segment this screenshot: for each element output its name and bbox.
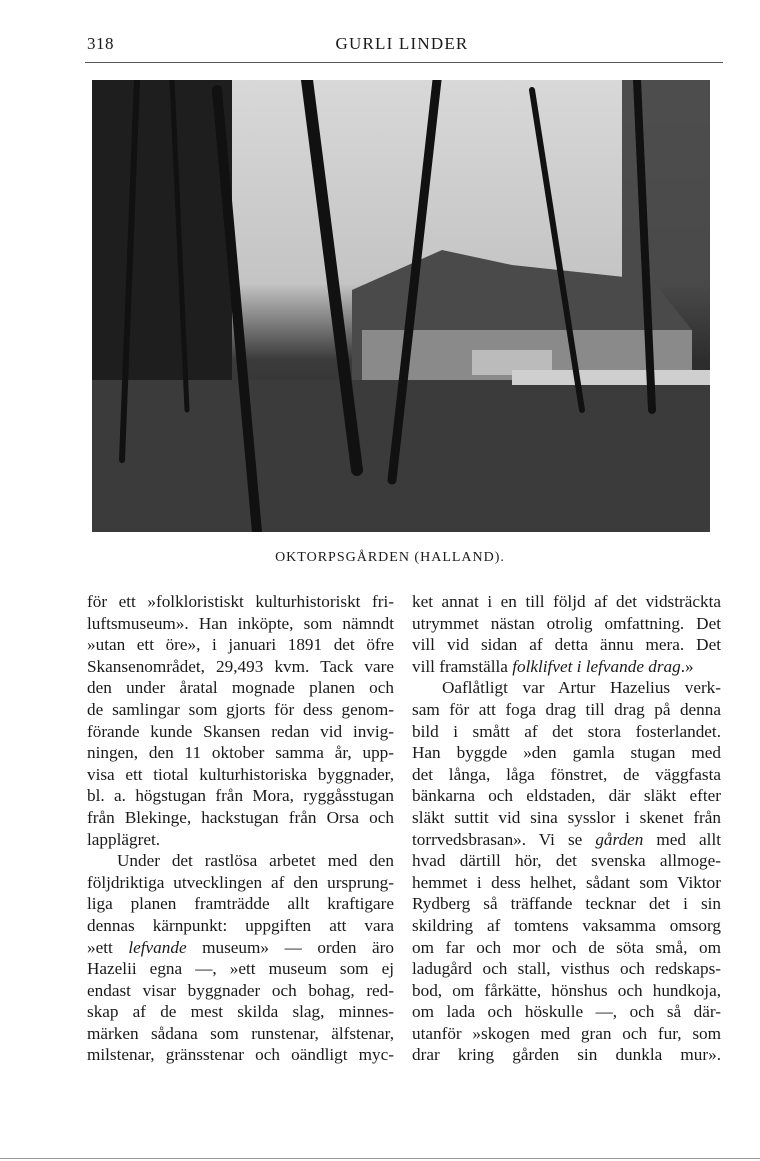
text-line	[87, 613, 394, 635]
text-line	[87, 1023, 394, 1045]
text-line	[412, 958, 721, 980]
text-segment: vill framställa	[412, 656, 513, 676]
text-line	[412, 1001, 721, 1023]
text-line	[412, 699, 721, 721]
text-line	[87, 1001, 394, 1023]
text-segment: ningen, den 11 oktober samma år, upp-	[87, 743, 394, 763]
figure-caption: OKTORPSGÅRDEN (HALLAND).	[275, 550, 505, 565]
text-segment: Hazelii egna —, »ett museum som ej	[87, 959, 394, 979]
text-line	[412, 850, 721, 872]
text-line	[412, 742, 721, 764]
text-line	[87, 591, 394, 613]
running-head: GURLI LINDER	[335, 34, 469, 53]
text-segment: med allt	[643, 829, 721, 849]
text-segment: bänkarna och eldstaden, där släkt efter	[412, 786, 721, 806]
text-line	[412, 893, 721, 915]
page-edge	[0, 1158, 760, 1159]
text-segment: ket annat i en till följd af det vidsträckta	[412, 592, 721, 611]
text-line	[412, 656, 721, 678]
text-line	[87, 937, 394, 959]
text-line	[87, 634, 394, 656]
text-segment: den under åratal mognade planen och	[87, 678, 394, 698]
text-line	[87, 785, 394, 807]
text-segment: Rydberg så träffande tecknar det i sin	[412, 894, 721, 914]
text-segment: Under det rastlösa arbetet med den	[117, 851, 394, 871]
text-segment: drar kring gården sin dunkla mur».	[412, 1045, 721, 1065]
text-segment: märken sådana som runstenar, älfstenar,	[87, 1023, 394, 1043]
text-line	[412, 807, 721, 829]
text-line	[87, 850, 394, 872]
text-line	[412, 764, 721, 786]
text-segment: om lada och höskulle —, och så där-	[412, 1002, 721, 1022]
text-line	[87, 980, 394, 1002]
text-line	[412, 613, 721, 635]
text-segment: skildring af tomtens vaksamma omsorg	[412, 915, 721, 935]
text-line	[412, 829, 721, 851]
text-segment: för ett »folkloristiskt kulturhistoriskt fri-	[87, 592, 394, 611]
text-segment: skap af de mest skilda slag, minnes-	[87, 1002, 394, 1022]
text-line	[412, 1044, 721, 1066]
photograph-farmstead	[92, 80, 710, 532]
italic-text: lefvande	[128, 937, 187, 957]
text-segment: visa ett tiotal kulturhistoriska byggnader,	[87, 764, 394, 784]
text-line	[87, 915, 394, 937]
text-column-left	[87, 591, 394, 1066]
text-segment: förande kunde Skansen redan vid invig-	[87, 721, 394, 741]
text-line	[412, 915, 721, 937]
text-segment: dennas kärnpunkt: uppgiften att vara	[87, 915, 394, 935]
text-segment: vill vid sidan af detta ännu mera. Det	[412, 635, 721, 655]
text-segment: utanför »skogen med gran och fur, som	[412, 1023, 721, 1043]
text-line	[87, 721, 394, 743]
text-segment: sam för att foga drag till drag på denna	[412, 699, 721, 719]
text-line	[87, 656, 394, 678]
text-line	[87, 764, 394, 786]
italic-text: folklifvet i lefvande drag	[512, 656, 681, 676]
text-line	[412, 785, 721, 807]
page-number: 318	[87, 34, 114, 53]
text-segment: hemmet i dess helhet, sådant som Viktor	[412, 872, 721, 892]
text-segment: liga planen framträdde allt kraftigare	[87, 894, 394, 914]
text-column-right	[412, 591, 721, 1066]
header-rule	[85, 62, 723, 63]
text-line	[87, 958, 394, 980]
text-segment: följdriktiga utvecklingen af den ursprung-	[87, 872, 394, 892]
text-line	[87, 807, 394, 829]
text-line	[412, 980, 721, 1002]
italic-text: gården	[595, 829, 644, 849]
text-segment: de samlingar som gjorts för dess genom-	[87, 699, 394, 719]
text-line	[412, 872, 721, 894]
text-segment: utrymmet nästan otrolig omfattning. Det	[412, 613, 721, 633]
text-line	[412, 634, 721, 656]
text-line	[87, 1044, 394, 1066]
text-line	[87, 829, 394, 851]
text-segment: bl. a. högstugan från Mora, ryggåsstugan	[87, 786, 394, 806]
text-segment: bild i smått af det stora fosterlandet.	[412, 721, 721, 741]
text-segment: Oaflåtligt var Artur Hazelius verk-	[442, 678, 721, 698]
text-line	[412, 677, 721, 699]
text-segment: från Blekinge, hackstugan från Orsa och	[87, 807, 394, 827]
text-line	[87, 699, 394, 721]
text-segment: det långa, låga fönstret, de väggfasta	[412, 764, 721, 784]
text-segment: torrvedsbrasan». Vi se	[412, 829, 596, 849]
text-segment: lapplägret.	[87, 829, 161, 849]
text-segment: Skansenområdet, 29,493 kvm. Tack vare	[87, 656, 394, 676]
text-segment: bod, om fårkätte, hönshus och hundkoja,	[412, 980, 721, 1000]
text-line	[412, 721, 721, 743]
text-line	[412, 937, 721, 959]
text-line	[87, 872, 394, 894]
text-segment: släkt suttit vid sina sysslor i skenet från	[412, 807, 721, 827]
text-segment: hvad därtill hör, det svenska allmoge-	[412, 851, 721, 871]
text-line	[87, 677, 394, 699]
text-segment: .»	[680, 656, 694, 676]
text-segment: Han byggde »den gamla stugan med	[412, 743, 721, 763]
text-line	[412, 1023, 721, 1045]
text-segment: »ett	[87, 937, 129, 957]
text-line	[87, 742, 394, 764]
text-segment: om far och mor och de söta små, om	[412, 937, 721, 957]
text-line	[412, 591, 721, 613]
text-segment: museum» — orden äro	[186, 937, 394, 957]
text-segment: endast visar byggnader och bohag, red-	[87, 980, 394, 1000]
text-line	[87, 893, 394, 915]
text-segment: ladugård och stall, visthus och redskaps-	[412, 959, 721, 979]
text-segment: »utan ett öre», i januari 1891 det öfre	[87, 635, 394, 655]
text-segment: milstenar, gränsstenar och oändligt myc-	[87, 1045, 394, 1065]
text-segment: luftsmuseum». Han inköpte, som nämndt	[87, 613, 394, 633]
